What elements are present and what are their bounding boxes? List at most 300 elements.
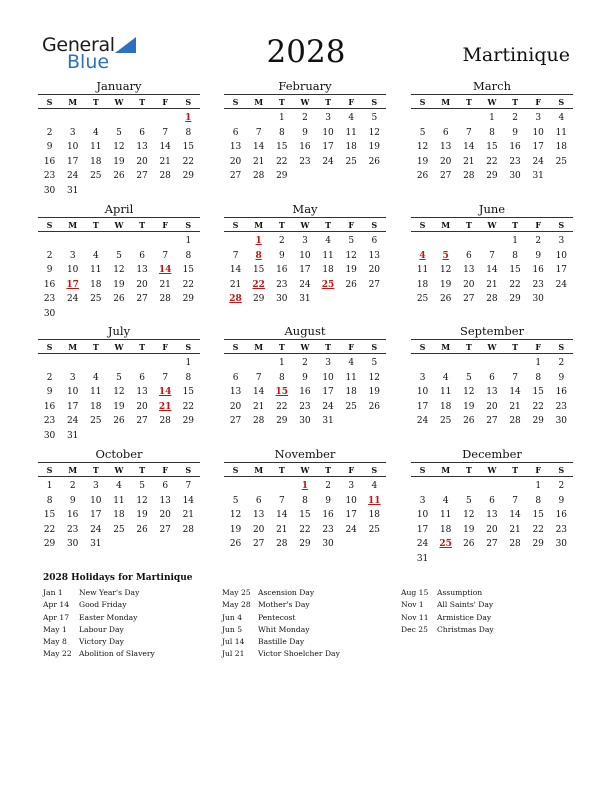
weekday-label: S: [185, 96, 192, 107]
day-cell: 11: [345, 127, 357, 138]
weekday-label: M: [441, 219, 451, 230]
day-cell: 2: [558, 358, 565, 368]
day-cell: 14: [252, 387, 265, 398]
day-cell: 21: [509, 401, 521, 412]
month-title: May: [292, 202, 318, 216]
weekday-label: T: [512, 96, 519, 107]
holiday-date: Apr 17: [43, 612, 70, 622]
day-cell: 3: [419, 372, 426, 383]
day-cell: 10: [555, 250, 568, 261]
day-cell: 24: [345, 524, 357, 535]
day-cell: 24: [416, 539, 429, 550]
day-cell: 17: [322, 387, 334, 398]
day-cell: 3: [325, 358, 331, 368]
weekday-label: T: [139, 96, 146, 107]
day-cell: 16: [299, 142, 311, 153]
day-cell: 18: [416, 279, 429, 290]
empty-day-cell: [480, 356, 503, 371]
day-cell: 29: [276, 171, 288, 182]
day-cell: 20: [159, 510, 171, 521]
day-cell: 22: [182, 401, 195, 412]
weekday-label: S: [371, 96, 378, 107]
day-cell: 21: [159, 156, 171, 167]
holiday-date: Dec 25: [401, 624, 428, 634]
day-cell: 19: [136, 510, 148, 521]
day-cell: 9: [302, 372, 308, 383]
day-cell: 6: [371, 236, 378, 246]
day-cell: 19: [345, 265, 357, 276]
empty-day-cell: [224, 356, 247, 371]
day-cell: 18: [439, 524, 452, 535]
day-cell: 30: [43, 430, 56, 441]
day-cell: 8: [535, 372, 542, 383]
day-cell: 23: [66, 524, 79, 535]
day-cell: 18: [368, 510, 381, 521]
day-cell: 25: [90, 171, 102, 182]
day-cell: 8: [512, 250, 518, 261]
holiday-date: Jun 4: [222, 612, 243, 622]
weekday-label: W: [487, 96, 497, 107]
day-cell: 15: [532, 510, 544, 521]
day-cell: 23: [43, 171, 56, 182]
weekday-label: W: [487, 464, 497, 475]
day-cell: 21: [486, 279, 498, 290]
month-march: [411, 79, 573, 184]
day-cell: 31: [532, 171, 544, 182]
weekday-label: S: [371, 219, 378, 230]
day-cell: 2: [302, 358, 308, 368]
holiday-row: [43, 587, 223, 599]
day-cell: 13: [229, 142, 242, 153]
day-cell: 8: [489, 127, 495, 138]
day-cell: 8: [185, 372, 192, 383]
weekday-label: S: [185, 464, 192, 475]
holiday-name: Victor Shoelcher Day: [258, 649, 340, 659]
weekday-label: T: [92, 96, 99, 107]
day-grid: [38, 234, 200, 322]
holiday-name: All Saints' Day: [437, 600, 494, 610]
day-grid: [411, 356, 573, 429]
day-cell: 8: [535, 495, 542, 506]
country-name: Martinique: [462, 44, 570, 66]
day-cell: 13: [136, 142, 148, 153]
day-cell: 23: [299, 156, 311, 167]
empty-day-cell: [38, 111, 61, 126]
day-cell: 30: [66, 539, 79, 550]
day-cell: 21: [463, 156, 475, 167]
day-cell: 6: [465, 250, 472, 261]
holiday-row: [222, 636, 402, 648]
day-cell: 31: [416, 553, 429, 564]
empty-day-cell: [480, 234, 503, 249]
day-cell: 2: [558, 481, 565, 491]
empty-day-cell: [270, 479, 293, 494]
day-cell: 3: [325, 113, 331, 123]
weekday-label: S: [232, 96, 239, 107]
empty-day-cell: [457, 479, 480, 494]
day-cell: 2: [512, 113, 518, 123]
day-cell: 25: [439, 416, 452, 427]
day-cell: 25: [416, 294, 429, 305]
holiday-row: [222, 612, 402, 624]
weekday-label: S: [46, 341, 53, 352]
empty-day-cell: [411, 356, 434, 371]
day-cell: 7: [512, 372, 518, 383]
weekday-header: [38, 94, 200, 109]
holiday-name: Mother's Day: [258, 600, 310, 610]
day-cell: 12: [345, 250, 357, 261]
day-cell: 2: [278, 236, 285, 246]
logo-word-blue: Blue: [67, 51, 110, 73]
day-cell: 19: [463, 524, 475, 535]
day-cell: 8: [185, 250, 192, 261]
day-cell: 1: [185, 236, 192, 246]
weekday-label: T: [465, 219, 472, 230]
day-cell: 5: [348, 236, 355, 246]
day-cell: 27: [159, 524, 171, 535]
day-cell: 13: [252, 510, 265, 521]
weekday-label: S: [558, 96, 565, 107]
day-cell: 17: [532, 142, 544, 153]
weekday-label: F: [535, 464, 542, 475]
day-cell: 5: [419, 127, 426, 138]
day-cell: 23: [532, 279, 544, 290]
empty-day-cell: [247, 479, 270, 494]
holiday-date: Jan 1: [43, 588, 63, 597]
day-cell: 10: [532, 127, 544, 138]
month-title: November: [274, 447, 336, 461]
day-cell: 10: [90, 495, 102, 506]
holiday-name: Easter Monday: [79, 612, 138, 622]
holiday-row: [43, 599, 223, 611]
day-cell: 16: [322, 510, 334, 521]
day-cell: 14: [509, 387, 521, 398]
weekday-label: S: [46, 96, 53, 107]
weekday-label: M: [68, 219, 78, 230]
day-cell: 12: [113, 142, 125, 153]
weekday-label: T: [512, 341, 519, 352]
day-cell: 15: [252, 265, 265, 276]
day-cell: 24: [299, 279, 311, 290]
weekday-label: M: [254, 341, 264, 352]
weekday-header: [38, 217, 200, 232]
day-cell: 6: [232, 127, 239, 138]
day-cell: 15: [182, 265, 195, 276]
weekday-label: S: [419, 341, 426, 352]
holidays-title: 2028 Holidays for Martinique: [43, 573, 193, 583]
weekday-header: [411, 339, 573, 354]
day-cell: 28: [252, 171, 265, 182]
day-cell: 30: [43, 185, 56, 196]
empty-day-cell: [434, 356, 457, 371]
month-september: [411, 324, 573, 429]
day-cell: 26: [416, 171, 429, 182]
day-cell: 27: [463, 294, 475, 305]
day-cell: 28: [463, 171, 475, 182]
day-cell: 13: [136, 387, 148, 398]
day-cell: 28: [509, 539, 521, 550]
holiday-row: [401, 587, 581, 599]
holiday-date: Jul 14: [222, 637, 245, 647]
month-april: [38, 202, 200, 322]
day-cell: 13: [439, 142, 452, 153]
empty-day-cell: [107, 356, 130, 371]
day-cell: 27: [486, 416, 498, 427]
day-grid: [38, 479, 200, 552]
weekday-label: S: [232, 219, 239, 230]
day-cell: 2: [69, 481, 76, 491]
month-january: [38, 79, 200, 199]
day-cell: 7: [162, 372, 169, 383]
day-cell: 5: [116, 250, 122, 261]
weekday-label: S: [46, 219, 53, 230]
day-cell: 26: [345, 279, 357, 290]
day-cell: 31: [90, 539, 102, 550]
day-cell: 4: [92, 372, 99, 383]
weekday-header: [224, 339, 386, 354]
day-cell: 20: [136, 156, 148, 167]
day-cell: 8: [302, 495, 308, 506]
day-cell: 7: [278, 495, 285, 506]
weekday-label: F: [535, 219, 542, 230]
day-cell: 13: [136, 265, 148, 276]
day-cell: 27: [368, 279, 381, 290]
day-cell: 26: [439, 294, 452, 305]
day-cell: 24: [322, 156, 334, 167]
weekday-label: F: [348, 341, 355, 352]
weekday-label: M: [441, 464, 451, 475]
empty-day-cell: [131, 234, 154, 249]
day-cell: 6: [442, 127, 449, 138]
day-cell: 30: [276, 294, 288, 305]
day-cell: 20: [439, 156, 452, 167]
day-cell: 24: [66, 416, 79, 427]
day-cell: 13: [159, 495, 171, 506]
day-cell: 18: [90, 156, 102, 167]
day-cell: 12: [439, 265, 452, 276]
holiday-column: [401, 587, 581, 636]
weekday-label: S: [371, 341, 378, 352]
weekday-label: W: [300, 341, 310, 352]
day-cell: 9: [512, 127, 518, 138]
holiday-name: Good Friday: [79, 600, 127, 610]
day-cell: 25: [113, 524, 125, 535]
day-cell: 16: [43, 401, 56, 412]
day-cell: 28: [159, 416, 171, 427]
holiday-day-cell: 1: [255, 236, 262, 246]
day-cell: 9: [69, 495, 76, 506]
holiday-row: [222, 599, 402, 611]
day-cell: 20: [229, 401, 242, 412]
empty-day-cell: [224, 111, 247, 126]
day-cell: 13: [463, 265, 475, 276]
day-cell: 3: [69, 127, 76, 138]
empty-day-cell: [84, 356, 107, 371]
day-cell: 4: [348, 358, 355, 368]
day-cell: 3: [92, 481, 99, 491]
weekday-header: [224, 462, 386, 477]
holiday-row: [222, 648, 402, 660]
weekday-label: T: [278, 219, 285, 230]
day-cell: 4: [92, 127, 99, 138]
day-cell: 16: [276, 265, 288, 276]
weekday-label: S: [558, 219, 565, 230]
day-cell: 29: [43, 539, 56, 550]
day-cell: 7: [255, 372, 262, 383]
weekday-label: W: [300, 219, 310, 230]
weekday-label: F: [162, 96, 169, 107]
day-cell: 24: [532, 156, 544, 167]
day-cell: 26: [113, 416, 125, 427]
empty-day-cell: [504, 479, 527, 494]
day-cell: 19: [416, 156, 429, 167]
day-cell: 31: [322, 416, 334, 427]
day-cell: 16: [555, 387, 568, 398]
day-cell: 27: [136, 294, 148, 305]
day-cell: 7: [162, 127, 169, 138]
day-cell: 23: [555, 401, 568, 412]
day-cell: 4: [325, 236, 331, 246]
day-cell: 3: [419, 495, 426, 506]
day-cell: 28: [159, 294, 171, 305]
holiday-day-cell: 14: [158, 387, 172, 398]
day-cell: 30: [555, 539, 568, 550]
holiday-name: Christmas Day: [437, 624, 494, 634]
weekday-label: M: [254, 219, 264, 230]
holiday-date: Nov 11: [401, 612, 429, 622]
day-cell: 13: [486, 510, 498, 521]
day-cell: 17: [416, 401, 429, 412]
weekday-label: T: [278, 464, 285, 475]
weekday-label: M: [254, 96, 264, 107]
weekday-label: M: [68, 464, 78, 475]
day-cell: 18: [439, 401, 452, 412]
generalblue-logo: [42, 34, 142, 74]
day-cell: 20: [486, 524, 498, 535]
day-cell: 15: [509, 265, 521, 276]
day-cell: 15: [276, 142, 288, 153]
day-cell: 2: [302, 113, 308, 123]
day-cell: 30: [509, 171, 521, 182]
day-cell: 21: [252, 401, 265, 412]
day-cell: 22: [486, 156, 498, 167]
day-cell: 16: [555, 510, 568, 521]
month-november: [224, 447, 386, 552]
holiday-row: [401, 612, 581, 624]
day-cell: 11: [90, 387, 102, 398]
day-cell: 31: [299, 294, 311, 305]
day-cell: 11: [416, 265, 429, 276]
month-title: July: [107, 324, 131, 338]
weekday-label: M: [68, 341, 78, 352]
day-cell: 23: [299, 401, 311, 412]
day-cell: 8: [278, 127, 285, 138]
day-cell: 2: [46, 250, 53, 261]
day-cell: 6: [139, 372, 145, 383]
weekday-label: M: [68, 96, 78, 107]
holiday-day-cell: 28: [229, 294, 242, 305]
empty-day-cell: [434, 479, 457, 494]
day-cell: 26: [368, 401, 381, 412]
day-cell: 5: [232, 495, 239, 506]
holiday-day-cell: 1: [301, 481, 309, 491]
day-cell: 12: [229, 510, 242, 521]
day-cell: 28: [276, 539, 288, 550]
day-cell: 8: [185, 127, 192, 138]
empty-day-cell: [61, 234, 84, 249]
day-cell: 25: [555, 156, 568, 167]
empty-day-cell: [131, 111, 154, 126]
day-cell: 4: [371, 481, 378, 491]
weekday-label: T: [325, 464, 332, 475]
holiday-day-cell: 14: [158, 265, 172, 276]
day-cell: 3: [348, 481, 355, 491]
day-grid: [38, 356, 200, 444]
day-cell: 30: [43, 308, 56, 319]
day-cell: 1: [46, 481, 53, 491]
day-cell: 23: [322, 524, 334, 535]
weekday-label: S: [185, 219, 192, 230]
day-cell: 27: [229, 416, 242, 427]
weekday-label: F: [162, 341, 169, 352]
weekday-label: S: [419, 219, 426, 230]
month-title: June: [478, 202, 506, 216]
day-cell: 29: [509, 294, 521, 305]
day-cell: 16: [43, 156, 56, 167]
day-cell: 20: [229, 156, 242, 167]
day-cell: 24: [416, 416, 429, 427]
month-title: October: [95, 447, 143, 461]
day-cell: 16: [43, 279, 56, 290]
day-cell: 3: [69, 250, 76, 261]
day-grid: [224, 234, 386, 307]
day-cell: 24: [90, 524, 102, 535]
day-cell: 19: [463, 401, 475, 412]
day-cell: 21: [159, 279, 171, 290]
holiday-row: [222, 624, 402, 636]
day-cell: 22: [276, 156, 288, 167]
day-cell: 21: [509, 524, 521, 535]
weekday-label: F: [535, 96, 542, 107]
weekday-header: [38, 462, 200, 477]
day-cell: 26: [113, 171, 125, 182]
day-cell: 3: [558, 236, 565, 246]
weekday-label: T: [325, 219, 332, 230]
empty-day-cell: [154, 356, 177, 371]
day-cell: 15: [299, 510, 311, 521]
day-cell: 17: [322, 142, 334, 153]
day-cell: 4: [558, 113, 565, 123]
day-cell: 11: [439, 387, 452, 398]
holiday-day-cell: 25: [439, 539, 452, 550]
weekday-header: [411, 462, 573, 477]
day-cell: 23: [276, 279, 288, 290]
weekday-label: S: [371, 464, 378, 475]
day-cell: 19: [113, 401, 125, 412]
empty-day-cell: [411, 234, 434, 249]
holiday-name: Assumption: [437, 588, 483, 597]
day-cell: 6: [139, 127, 145, 138]
day-cell: 1: [278, 358, 285, 368]
holiday-day-cell: 22: [252, 279, 265, 290]
weekday-label: T: [92, 219, 99, 230]
day-cell: 27: [252, 539, 265, 550]
day-cell: 7: [162, 250, 169, 261]
day-cell: 15: [43, 510, 56, 521]
day-grid: [38, 111, 200, 199]
day-cell: 4: [116, 481, 122, 491]
weekday-label: T: [139, 341, 146, 352]
